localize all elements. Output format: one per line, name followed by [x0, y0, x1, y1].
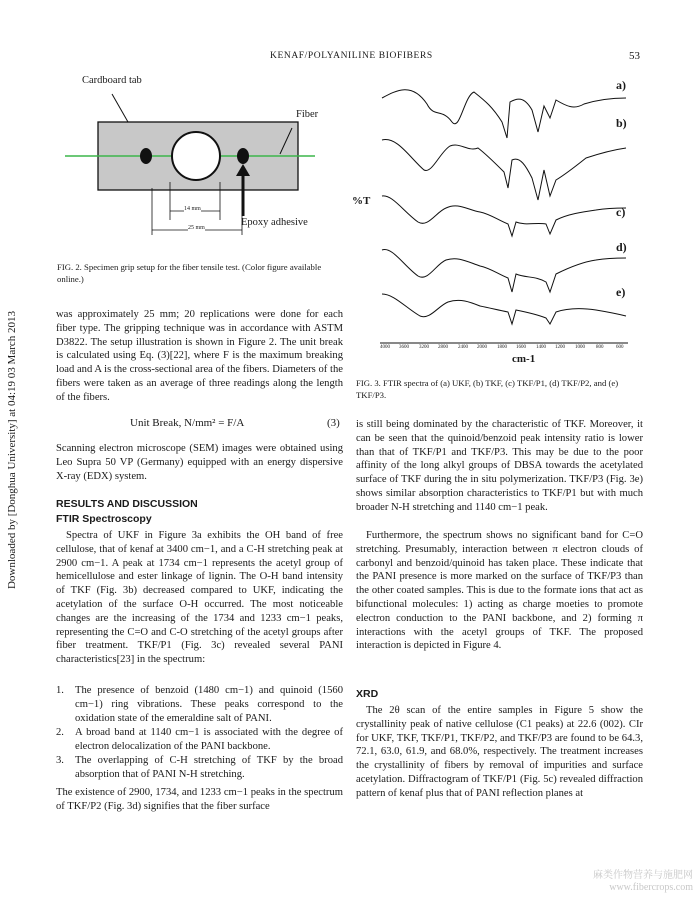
right-para-3: The 2θ scan of the entire samples in Figure 5 show the crystallinity peak of native cellulose (C1 peaks) at 22.6 (002). CIr for UKF, TKF, TKF/P1, TKF/P2, and TKF/P3 are found to be 64.3, 72.1, 63.0, 61.9, and 68.0%, respectively. The treatment increases the crystallinity of fibers by removal of impurities and surface acetylation. Diffractogram of TKF/P1 (Fig. 5c) revealed diffraction pattern of kenaf plus that of PANI reflection planes at — [356, 705, 643, 799]
tick-label: 4000 — [380, 345, 390, 350]
dim-25-label: 25 mm — [188, 225, 205, 231]
left-para-1: was approximately 25 mm; 20 replications were done for each fiber type. The gripping technique was in accordance with ASTM D3822. The setup illustration is shown in Figure 2. The unit break is calculated using Eq. (3)[22], where F is the maximum breaking load and A is the cross-sectional area of the fibers. Diameters of the fibers were taken as an average of three readings along the length of the fibers. — [56, 309, 343, 403]
spectrum-d — [382, 249, 626, 292]
spectrum-c — [382, 196, 626, 236]
series-label-b: b) — [616, 116, 627, 130]
page-number: 53 — [629, 50, 640, 62]
tick-label: 3200 — [419, 345, 429, 350]
list-item: 2. A broad band at 1140 cm−1 is associated with the degree of electron delocalization of the PANI backbone. — [56, 727, 343, 752]
tick-label: 600 — [616, 345, 624, 350]
tick-label: 1600 — [516, 345, 526, 350]
grip-setup-diagram — [60, 70, 350, 270]
tick-label: 1800 — [497, 345, 507, 350]
figure-2 — [60, 70, 350, 270]
series-label-a: a) — [616, 78, 626, 92]
series-label-d: d) — [616, 240, 627, 254]
spectrum-e — [382, 294, 626, 324]
download-note: Downloaded by [Donghua University] at 04:19 03 March 2013 — [6, 310, 18, 590]
epoxy-dot-left — [140, 148, 152, 164]
ftir-subheading: FTIR Spectroscopy — [56, 513, 152, 525]
figure-3 — [352, 62, 662, 372]
tick-label: 800 — [596, 345, 604, 350]
figure-2-caption: FIG. 2. Specimen grip setup for the fiber tensile test. (Color figure available online.) — [57, 262, 322, 284]
tick-label: 1200 — [555, 345, 565, 350]
ftir-list — [56, 684, 343, 782]
tick-label: 1000 — [575, 345, 585, 350]
dim-14-label: 14 mm — [184, 206, 201, 212]
fiber-label: Fiber — [296, 109, 319, 120]
list-item: 1. The presence of benzoid (1480 cm−1) and quinoid (1560 cm−1) ring vibrations. These peaks correspond to the oxidation state of the emeraldine salt of PANI. — [56, 685, 343, 724]
epoxy-label: Epoxy adhesive — [241, 217, 308, 228]
list-item: 3. The overlapping of C-H stretching of TKF by the broad absorption that of PANI N-H stretching. — [56, 755, 343, 780]
left-para-2: Scanning electron microscope (SEM) images were obtained using Leo Supra 50 VP (Germany) equipped with an energy dispersive X-ray (EDX) system. — [56, 443, 343, 482]
xrd-heading: XRD — [356, 688, 379, 700]
equation-number: (3) — [327, 417, 340, 429]
results-heading: RESULTS AND DISCUSSION — [56, 498, 198, 510]
tick-label: 2000 — [477, 345, 487, 350]
cardboard-tab-label: Cardboard tab — [82, 75, 142, 86]
spectrum-a — [382, 90, 626, 138]
tick-label: 2800 — [438, 345, 448, 350]
series-label-e: e) — [616, 285, 626, 299]
watermark: 麻类作物营养与施肥网 www.fibercrops.com — [593, 870, 693, 893]
center-hole — [172, 132, 220, 180]
left-para-3: Spectra of UKF in Figure 3a exhibits the OH band of free cellulose, that of kenaf at 3400 cm−1, and a C-H stretching peak at 2900 cm−1. A peak at 1734 cm−1 represents the acetyl group of hemicellulose and ester linkage of lignin. The O-H band intensity of TKF (Fig. 3b) decreased compared to UKF, indicating the acetylation of the surface O-H occurred. The most noticeable changes are the increasing of the 1734 and 1233 cm−1 peaks, representing the C=O and C-O stretching of the acetyl groups after fiber treatment. TKF/P1 (Fig. 3c) revealed several PANI characteristics[23] in the spectrum: — [56, 530, 343, 666]
cardboard-leader — [112, 94, 128, 122]
right-para-1: is still being dominated by the characteristic of TKF. Moreover, it can be seen that the quinoid/benzoid peak intensity ratio is lower than that of TKF/P1 and TKF/P3. This may be due to the poor affinity of the long alkyl groups of DBSA towards the acetylated surface of TKF during the in situ polymerization. TKF/P3 (Fig. 3e) shows similar absorption characteristics to TKF/P1 but with much broader N-H stretching and 1140 cm−1 peak. — [356, 419, 643, 513]
spectrum-b — [382, 140, 626, 200]
tick-label: 3600 — [399, 345, 409, 350]
series-label-c: c) — [616, 205, 626, 219]
figure-3-caption: FIG. 3. FTIR spectra of (a) UKF, (b) TKF, (c) TKF/P1, (d) TKF/P2, and (e) TKF/P3. — [356, 378, 619, 400]
x-ticks — [380, 345, 630, 353]
equation: Unit Break, N/mm² = F/A — [130, 417, 245, 429]
tick-label: 1400 — [536, 345, 546, 350]
right-para-2: Furthermore, the spectrum shows no significant band for C=O stretching. Presumably, interaction between π electron clouds of carbonyl and benzoid/quinoid has taken place. These indicate that the PANI presence is more marked on the surface of TKF/P3 than the other coated samples. This is due to the formate ions that act as bifunctional molecules: 1) acting as charge moeties to promote electron conduction to the PANI backbone, and 2) forming π interactions with the acetyl groups of TKF. The proposed interaction is depicted in Figure 4. — [356, 530, 643, 652]
running-title: KENAF/POLYANILINE BIOFIBERS — [270, 51, 433, 61]
tick-label: 2400 — [458, 345, 468, 350]
x-axis-label: cm-1 — [512, 353, 536, 365]
y-axis-label: %T — [352, 195, 371, 207]
epoxy-dot-right — [237, 148, 249, 164]
left-para-4: The existence of 2900, 1734, and 1233 cm−1 peaks in the spectrum of TKF/P2 (Fig. 3d) signifies that the fiber surface — [56, 787, 343, 812]
